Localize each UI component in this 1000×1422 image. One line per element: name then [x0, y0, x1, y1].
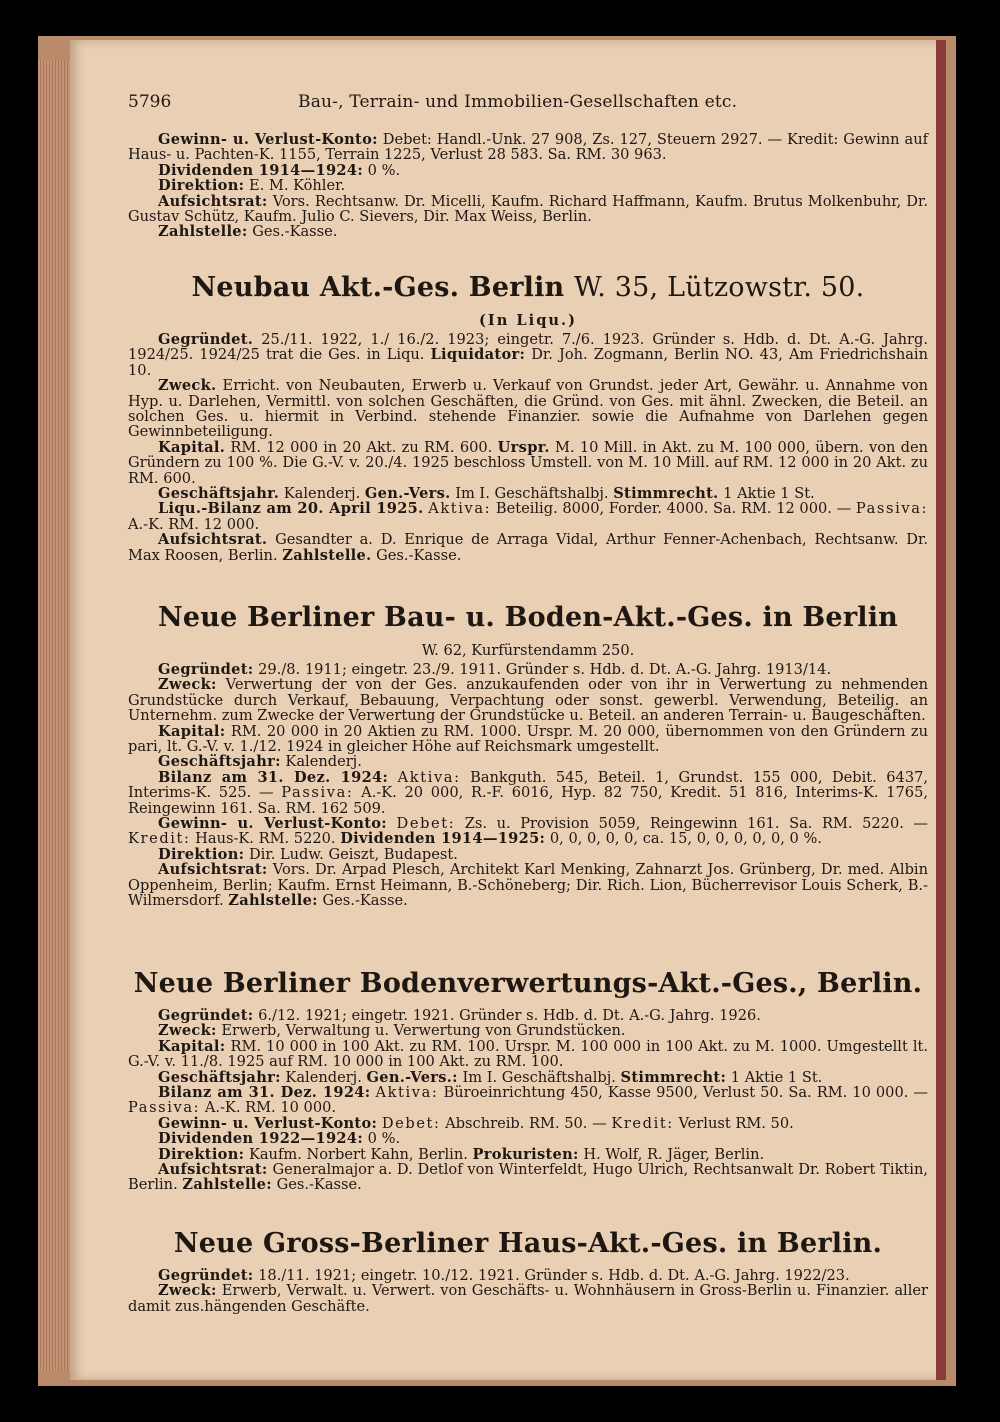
entry-title-neubau: Neubau Akt.-Ges. Berlin W. 35, Lützowstr. 50.	[191, 272, 865, 303]
text: Erwerb, Verwalt. u. Verwert. von Geschäfts- u. Wohnhäusern in Gross-Berlin u. Finanzier. aller damit zus.hängenden Geschäfte.	[128, 1282, 928, 1315]
label: Aktiva:	[397, 768, 461, 786]
label: Dividenden 1914—1924:	[158, 161, 364, 179]
label: Gegründet:	[158, 1267, 254, 1284]
label: Liquidator:	[430, 346, 526, 364]
entry-nbb	[128, 662, 928, 909]
label: Aufsichtsrat:	[158, 192, 268, 210]
label: Liqu.-Bilanz am 20. April 1925.	[158, 500, 424, 518]
label: Aufsichtsrat:	[158, 861, 268, 879]
text: 0 %.	[367, 1130, 401, 1148]
entry-address: W. 62, Kurfürstendamm 250.	[421, 642, 635, 659]
text: Büroeinrichtung 450, Kasse 9500, Verlust 50. Sa. RM. 10 000. —	[443, 1084, 929, 1102]
label: Bilanz am 31. Dez. 1924:	[158, 1084, 371, 1102]
text: Zs. u. Provision 5059, Reingewinn 161. Sa. RM. 5220. —	[464, 815, 929, 833]
entry-neubau	[128, 332, 928, 563]
entry-previous	[128, 132, 928, 240]
entry-title-nbv: Neue Berliner Bodenverwertungs-Akt.-Ges., Berlin.	[133, 968, 923, 999]
label: Prokuristen:	[472, 1145, 579, 1163]
text: Dir. Ludw. Geiszt, Budapest.	[248, 845, 458, 863]
label: Gegründet:	[158, 1007, 254, 1024]
text: A.-K. RM. 12 000.	[128, 515, 260, 533]
text: 0, 0, 0, 0, 0, ca. 15, 0, 0, 0, 0, 0, 0 %.	[549, 830, 822, 848]
text: RM. 10 000 in 100 Akt. zu RM. 100. Urspr. M. 100 000 in 100 Akt. zu M. 1000. Umgestellt lt. G.-V. v. 11./8. 1925 auf RM. 10 000 in 100 Akt. zu RM. 100.	[128, 1037, 929, 1071]
label: Kredit:	[128, 830, 191, 848]
label: Aufsichtsrat.	[158, 531, 268, 549]
label: Zweck:	[158, 1022, 217, 1040]
label: Geschäftsjahr:	[158, 1068, 281, 1086]
entry-ngb	[128, 1268, 928, 1314]
text: Beteilig. 8000, Forder. 4000. Sa. RM. 12 000. —	[495, 500, 852, 518]
label: Aktiva:	[375, 1084, 439, 1102]
text: H. Wolf, R. Jäger, Berlin.	[583, 1145, 765, 1163]
text: Im I. Geschäftshalbj.	[455, 485, 609, 503]
label: Kredit:	[611, 1114, 674, 1132]
label: Kapital:	[158, 1037, 226, 1055]
label: Zweck:	[158, 676, 217, 694]
text: A.-K. RM. 10 000.	[204, 1099, 337, 1117]
label: Bilanz am 31. Dez. 1924:	[158, 768, 389, 786]
text: Kalenderj.	[285, 1068, 362, 1086]
label: Zahlstelle.	[282, 546, 372, 564]
label: Zahlstelle:	[228, 892, 318, 910]
text: M. 10 Mill. in Akt. zu M. 100 000, übern. von den Gründern zu 100 %. Die G.-V. v. 20./4. 1925 beschloss Umstell. von M. 10 Mill. auf RM. 12 000 in 20 Akt. zu RM. 600.	[128, 438, 929, 487]
text: Dr. Joh. Zogmann, Berlin NO. 43, Am Friedrichshain 10.	[128, 346, 928, 379]
label: Gewinn- u. Verlust-Konto:	[158, 1114, 378, 1132]
label: Zahlstelle:	[158, 223, 248, 241]
text: 18./11. 1921; eingetr. 10./12. 1921. Gründer s. Hdb. d. Dt. A.-G. Jahrg. 1922/23.	[258, 1267, 850, 1284]
label: Kapital:	[158, 722, 226, 740]
text: Erricht. von Neubauten, Erwerb u. Verkauf von Grundst. jeder Art, Gewähr. u. Annahme von Hyp. u. Darlehen, Vermittl. von solchen Geschäften, die Gründ. von Ges. mit ähnl. Zwecken, die Beteil. an solchen Ges. u. hiermit in Verbind. stehende Finanzier. sowie die Aufnahme von Darlehen gegen Gewinnbeteiligung.	[128, 377, 928, 441]
page-edges	[38, 60, 72, 1370]
label: Aktiva:	[428, 500, 492, 518]
text: RM. 12 000 in 20 Akt. zu RM. 600.	[230, 438, 493, 456]
label: Geschäftsjahr.	[158, 485, 280, 503]
label: Passiva:	[855, 500, 929, 518]
liquidation-status: (In Liqu.)	[478, 312, 578, 329]
text: A.-K. 20 000, R.-F. 6016, Hyp. 82 750, Kredit. 51 816, Interims-K. 1765, Reingewinn 161. Sa. RM. 162 509.	[128, 784, 928, 817]
text: 25./11. 1922, 1./ 16./2. 1923; eingetr. 7./6. 1923. Gründer s. Hdb. d. Dt. A.-G. Jahrg. 1924/25. 1924/25 trat die Ges. in Liqu.	[128, 331, 929, 364]
label: Stimmrecht.	[613, 485, 719, 503]
label: Gewinn- u. Verlust-Konto:	[158, 815, 387, 833]
label: Direktion:	[158, 177, 245, 195]
text: 6./12. 1921; eingetr. 1921. Gründer s. Hdb. d. Dt. A.-G. Jahrg. 1926.	[258, 1007, 761, 1024]
label: Gegründet.	[158, 331, 254, 348]
text: Ges.-Kasse.	[322, 892, 408, 910]
text: Ges.-Kasse.	[376, 546, 462, 564]
text: Vors. Dr. Arpad Plesch, Architekt Karl Menking, Zahnarzt Jos. Grünberg, Dr. med. Albin Oppenheim, Berlin; Kaufm. Ernst Heimann, B.-Schöneberg; Dir. Rich. Lion, Bücherrevisor Louis Scherk, B.-Wilmersdorf.	[128, 861, 928, 910]
text: E. M. Köhler.	[248, 177, 346, 195]
text: Gesandter a. D. Enrique de Arraga Vidal, Arthur Fenner-Achenbach, Rechtsanw. Dr. Max Roosen, Berlin.	[128, 531, 929, 564]
label: Gen.-Vers.:	[366, 1068, 458, 1086]
text: 1 Aktie 1 St.	[723, 485, 815, 503]
text: Abschreib. RM. 50. —	[445, 1114, 607, 1132]
text: Erwerb, Verwaltung u. Verwertung von Grundstücken.	[221, 1022, 626, 1040]
label: Direktion:	[158, 1145, 245, 1163]
text: 1 Aktie 1 St.	[730, 1068, 823, 1086]
text: Ges.-Kasse.	[252, 223, 338, 241]
label: Urspr.	[497, 438, 550, 456]
text: 0 %.	[367, 161, 401, 179]
text: Ges.-Kasse.	[276, 1176, 362, 1194]
text: 29./8. 1911; eingetr. 23./9. 1911. Gründer s. Hdb. d. Dt. A.-G. Jahrg. 1913/14.	[258, 661, 832, 678]
entry-nbv	[128, 1008, 928, 1193]
label: Zweck:	[158, 1282, 217, 1300]
label: Gen.-Vers.	[364, 485, 451, 503]
running-title: Bau-, Terrain- und Immobilien-Gesellschaften etc.	[298, 92, 738, 112]
text: Bankguth. 545, Beteil. 1, Grundst. 155 000, Debit. 6437, Interims-K. 525. —	[128, 768, 929, 802]
label: Debet:	[396, 815, 456, 833]
label: Zweck.	[158, 377, 217, 395]
text: Verlust RM. 50.	[678, 1114, 794, 1132]
label: Passiva:	[281, 784, 354, 802]
entry-title-ngb: Neue Gross-Berliner Haus-Akt.-Ges. in Berlin.	[173, 1228, 883, 1259]
text: Verwertung der von der Ges. anzukaufenden oder von ihr in Verwertung zu nehmenden Grundstücke durch Verkauf, Bebauung, Verpachtung oder sonst. gewerbl. Verwendung, Beteilig. an Unternehm. zum Zwecke der Verwertung der Grundstücke u. Beteil. an anderen Terrain- u. Baugeschäften.	[128, 676, 928, 725]
text: Generalmajor a. D. Detlof von Winterfeldt, Hugo Ulrich, Rechtsanwalt Dr. Robert Tiktin, Berlin.	[128, 1161, 928, 1194]
text: Kalenderj.	[283, 485, 361, 503]
label: Direktion:	[158, 845, 245, 863]
label: Debet:	[381, 1114, 441, 1132]
text: Vors. Rechtsanw. Dr. Micelli, Kaufm. Richard Haffmann, Kaufm. Brutus Molkenbuhr, Dr. Gustav Schütz, Kaufm. Julio C. Sievers, Dir. Max Weiss, Berlin.	[128, 192, 929, 226]
entry-title-nbb: Neue Berliner Bau- u. Boden-Akt.-Ges. in Berlin	[158, 602, 898, 633]
label: Geschäftsjahr:	[158, 753, 281, 771]
label: Passiva:	[128, 1099, 201, 1117]
text: Debet: Handl.-Unk. 27 908, Zs. 127, Steuern 2927. — Kredit: Gewinn auf Haus- u. Pachten-K. 1155, Terrain 1225, Verlust 28 583. Sa. RM. 30 963.	[128, 131, 928, 164]
text: Kalenderj.	[285, 753, 362, 771]
label: Gegründet:	[158, 661, 254, 678]
label: Dividenden 1922—1924:	[158, 1130, 364, 1148]
label: Aufsichtsrat:	[158, 1161, 268, 1179]
page-number: 5796	[128, 92, 172, 112]
text: Haus-K. RM. 5220.	[195, 830, 336, 848]
binding-edge	[936, 40, 946, 1380]
label: Zahlstelle:	[182, 1176, 272, 1194]
text: Kaufm. Norbert Kahn, Berlin.	[248, 1145, 468, 1163]
label: Dividenden 1914—1925:	[340, 830, 546, 848]
label: Gewinn- u. Verlust-Konto:	[158, 131, 378, 148]
label: Stimmrecht:	[620, 1068, 727, 1086]
label: Kapital.	[158, 438, 226, 456]
text: RM. 20 000 in 20 Aktien zu RM. 1000. Urspr. M. 20 000, übernommen von den Gründern zu pari, lt. G.-V. v. 1./12. 1924 in gleicher Höhe auf Reichsmark umgestellt.	[128, 722, 928, 756]
text: Im I. Geschäftshalbj.	[462, 1068, 616, 1086]
